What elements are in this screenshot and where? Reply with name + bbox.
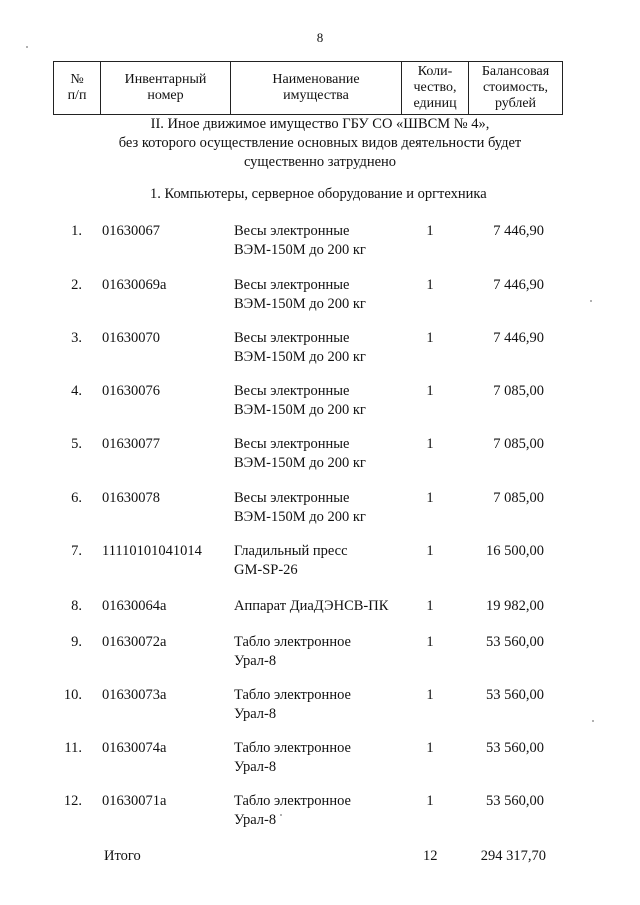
header-quantity-cell xyxy=(402,62,469,115)
header-cost-line: рублей xyxy=(494,96,537,111)
item-quantity: 1 xyxy=(426,687,434,703)
item-name-line: Урал-8 xyxy=(234,706,277,722)
row-number: 4. xyxy=(71,383,82,399)
inventory-number: 01630064а xyxy=(102,598,167,614)
header-num-cell xyxy=(54,62,101,115)
header-inventory-line: номер xyxy=(147,88,184,103)
inventory-number: 01630070 xyxy=(102,330,160,346)
item-cost: 7 446,90 xyxy=(493,330,544,346)
item-name-line: Весы электронные xyxy=(234,436,350,452)
item-name-line: Весы электронные xyxy=(234,383,350,399)
item-name-line: Урал-8 xyxy=(234,812,277,828)
item-cost: 7 446,90 xyxy=(493,277,544,293)
subsection-heading: 1. Компьютеры, серверное оборудование и оргтехника xyxy=(150,186,487,202)
item-name-line: Табло электронное xyxy=(234,687,351,703)
item-quantity: 1 xyxy=(426,793,434,809)
item-name xyxy=(234,489,414,527)
header-cost-line: Балансовая xyxy=(481,64,550,79)
item-name-line: ВЭМ-150М до 200 кг xyxy=(234,402,366,418)
page-number: 8 xyxy=(316,30,324,45)
item-cost: 53 560,00 xyxy=(486,740,544,756)
item-name xyxy=(234,542,414,580)
item-quantity: 1 xyxy=(426,436,434,452)
inventory-number: 01630073а xyxy=(102,687,167,703)
item-name xyxy=(234,435,414,473)
item-quantity: 1 xyxy=(426,277,434,293)
row-number: 2. xyxy=(71,277,82,293)
item-name-line: ВЭМ-150М до 200 кг xyxy=(234,349,366,365)
item-name xyxy=(234,792,414,830)
item-name-line: Урал-8 xyxy=(234,653,277,669)
item-name-line: Урал-8 xyxy=(234,759,277,775)
row-number: 12. xyxy=(63,793,82,809)
inventory-number: 01630071а xyxy=(102,793,167,809)
item-name xyxy=(234,633,414,671)
item-cost: 7 446,90 xyxy=(493,223,544,239)
row-number: 5. xyxy=(71,436,82,452)
item-quantity: 1 xyxy=(426,634,434,650)
item-name xyxy=(234,686,414,724)
item-name-line: Весы электронные xyxy=(234,330,350,346)
item-cost: 53 560,00 xyxy=(486,634,544,650)
header-name-line: Наименование xyxy=(272,72,360,87)
item-quantity: 1 xyxy=(426,223,434,239)
inventory-number: 11110101041014 xyxy=(102,543,202,559)
header-inventory-line: Инвентарный xyxy=(124,72,207,87)
header-num-line: № xyxy=(70,72,84,87)
item-cost: 7 085,00 xyxy=(493,436,544,452)
item-name xyxy=(234,739,414,777)
header-name-cell xyxy=(231,62,402,115)
header-cost-line: стоимость, xyxy=(482,80,549,95)
item-name-line: GM-SP-26 xyxy=(234,562,298,578)
item-name-line: Табло электронное xyxy=(234,634,351,650)
item-cost: 16 500,00 xyxy=(486,543,544,559)
item-name-line: Аппарат ДиаДЭНСВ-ПК xyxy=(234,598,389,614)
header-inventory-cell xyxy=(101,62,231,115)
header-cost-cell xyxy=(469,62,563,115)
scan-speck xyxy=(590,300,592,302)
inventory-number: 01630076 xyxy=(102,383,160,399)
header-quantity-line: чество, xyxy=(413,80,457,95)
table-header xyxy=(53,61,563,115)
item-quantity: 1 xyxy=(426,490,434,506)
header-quantity-line: Коли- xyxy=(417,64,453,79)
row-number: 9. xyxy=(71,634,82,650)
scan-speck xyxy=(592,720,594,722)
row-number: 10. xyxy=(63,687,82,703)
item-name-line: ВЭМ-150М до 200 кг xyxy=(234,296,366,312)
section-heading-line: существенно затруднено xyxy=(243,154,397,170)
inventory-number: 01630067 xyxy=(102,223,160,239)
item-cost: 53 560,00 xyxy=(486,687,544,703)
row-number: 6. xyxy=(71,490,82,506)
item-quantity: 1 xyxy=(426,543,434,559)
row-number: 1. xyxy=(71,223,82,239)
inventory-number: 01630077 xyxy=(102,436,160,452)
item-name-line: ВЭМ-150М до 200 кг xyxy=(234,509,366,525)
row-number: 7. xyxy=(71,543,82,559)
item-name xyxy=(234,222,414,260)
inventory-number: 01630078 xyxy=(102,490,160,506)
row-number: 11. xyxy=(64,740,82,756)
item-name-line: Весы электронные xyxy=(234,277,350,293)
inventory-number: 01630072а xyxy=(102,634,167,650)
table-header-row xyxy=(54,62,563,115)
item-name xyxy=(234,276,414,314)
item-name-line: Весы электронные xyxy=(234,223,350,239)
item-quantity: 1 xyxy=(426,740,434,756)
header-num-line: п/п xyxy=(67,88,87,103)
total-quantity: 12 xyxy=(423,848,438,864)
inventory-number: 01630074а xyxy=(102,740,167,756)
item-name xyxy=(234,329,414,367)
inventory-number: 01630069а xyxy=(102,277,167,293)
item-quantity: 1 xyxy=(426,598,434,614)
item-name-line: Табло электронное xyxy=(234,793,351,809)
item-quantity: 1 xyxy=(426,383,434,399)
item-cost: 19 982,00 xyxy=(486,598,544,614)
item-name-line: ВЭМ-150М до 200 кг xyxy=(234,455,366,471)
section-heading-line: без которого осуществление основных видов деятельности будет xyxy=(118,135,522,151)
total-label: Итого xyxy=(104,848,141,864)
item-name-line: Весы электронные xyxy=(234,490,350,506)
row-number: 8. xyxy=(71,598,82,614)
header-name-line: имущества xyxy=(283,88,349,103)
item-name xyxy=(234,597,414,616)
scan-speck xyxy=(26,46,28,48)
item-cost: 53 560,00 xyxy=(486,793,544,809)
item-name-line: ВЭМ-150М до 200 кг xyxy=(234,242,366,258)
item-name-line: Табло электронное xyxy=(234,740,351,756)
scan-speck xyxy=(280,814,282,816)
item-cost: 7 085,00 xyxy=(493,383,544,399)
item-quantity: 1 xyxy=(426,330,434,346)
total-cost: 294 317,70 xyxy=(480,848,546,864)
section-heading-line: II. Иное движимое имущество ГБУ СО «ШВСМ № 4», xyxy=(150,116,490,132)
item-name xyxy=(234,382,414,420)
item-cost: 7 085,00 xyxy=(493,490,544,506)
header-quantity-line: единиц xyxy=(413,96,457,111)
item-name-line: Гладильный пресс xyxy=(234,543,348,559)
row-number: 3. xyxy=(71,330,82,346)
